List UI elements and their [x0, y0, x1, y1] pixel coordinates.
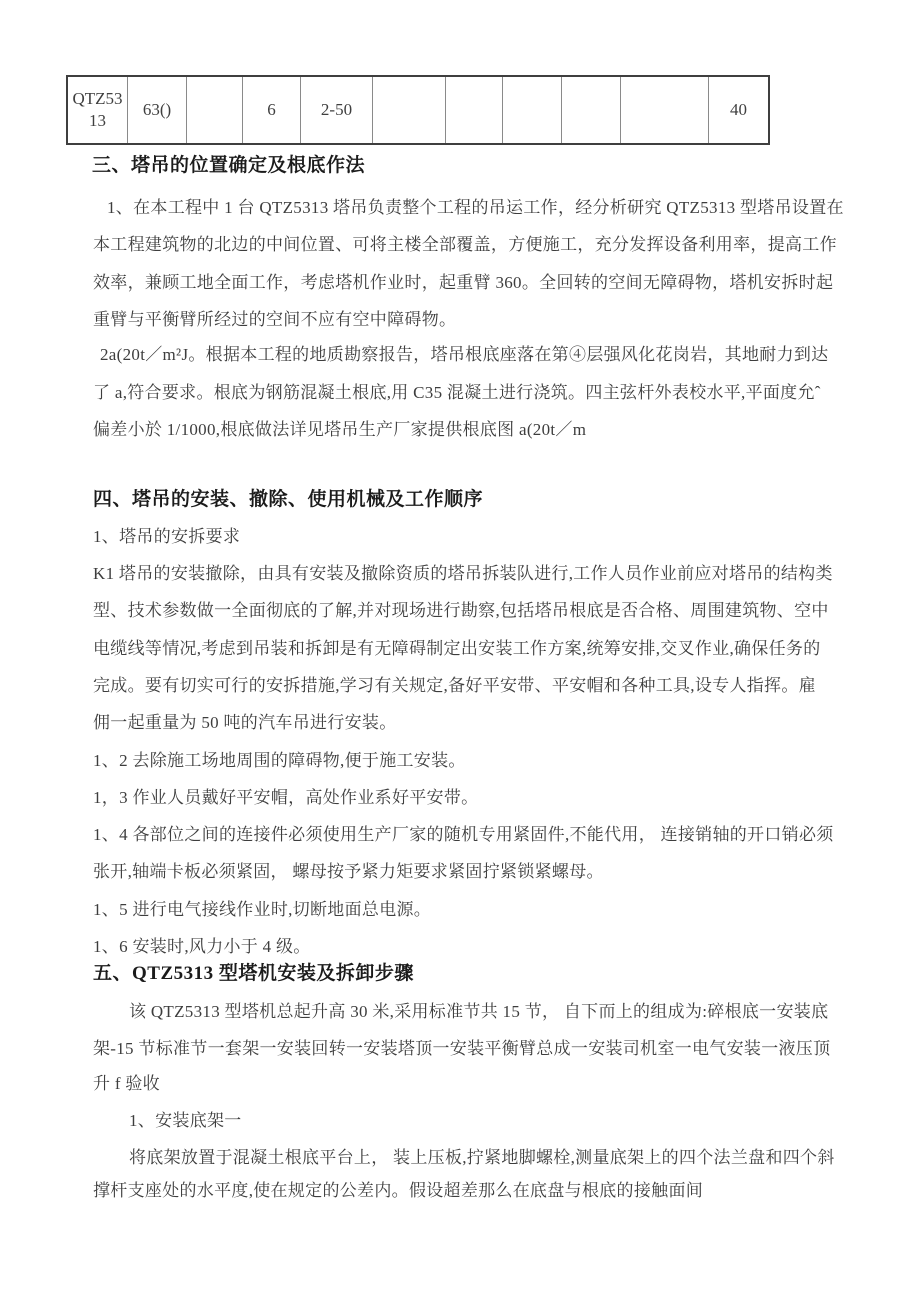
text-line: 电缆线等情况,考虑到吊装和拆卸是有无障碍制定出安装工作方案,统筹安排,交叉作业,确保任务的 [93, 639, 821, 658]
table-cell-7 [503, 77, 562, 143]
text-line: 张开,轴端卡板必须紧固， 螺母按予紧力矩要求紧固拧紧锁紧螺母。 [93, 862, 604, 881]
text-line: 效率，兼顾工地全面工作，考虑塔机作业时，起重臂 360。全回转的空间无障碍物，塔机安拆时起 [93, 273, 834, 292]
table-cell-8 [562, 77, 621, 143]
text-line: 1、4 各部位之间的连接件必须使用生产厂家的随机专用紧固件,不能代用， 连接销轴的开口销必须 [93, 825, 834, 844]
text-line: 撑杆支座处的水平度,使在规定的公差内。假设超差那么在底盘与根底的接触面间 [93, 1181, 704, 1200]
text-line: 偏差小於 1/1000,根底做法详见塔吊生产厂家提供根底图 a(20t／m [93, 420, 587, 439]
text-line: 升 f 验收 [93, 1074, 160, 1093]
table-cell-3: 6 [243, 77, 301, 143]
section-heading: 五、QTZ5313 型塔机安装及拆卸步骤 [93, 963, 414, 984]
text-line: 了 a,符合要求。根底为钢筋混凝土根底,用 C35 混凝土进行浇筑。四主弦杆外表校水平,平面度允ˆ [93, 383, 821, 402]
text-line: 重臂与平衡臂所经过的空间不应有空中障碍物。 [93, 310, 457, 329]
table-cell-4: 2-50 [301, 77, 373, 143]
table-cell-9 [621, 77, 709, 143]
text-line: 本工程建筑物的北边的中间位置、可将主楼全部覆盖，方便施工，充分发挥设备利用率，提高工作 [93, 235, 837, 254]
text-line: 1、6 安装时,风力小于 4 级。 [93, 937, 311, 956]
text-line: 1、2 去除施工场地周围的障碍物,便于施工安装。 [93, 751, 466, 770]
text-line: 佣一起重量为 50 吨的汽车吊进行安装。 [93, 713, 397, 732]
text-line: 2a(20t／m²J。根据本工程的地质勘察报告，塔吊根底座落在第④层强风化花岗岩，其地耐力到达 [100, 345, 829, 364]
table-cell-2 [187, 77, 243, 143]
text-line: 1、塔吊的安拆要求 [93, 527, 241, 546]
text-line: 将底架放置于混凝土根底平台上， 装上压板,拧紧地脚螺栓,测量底架上的四个法兰盘和四个斜 [129, 1148, 835, 1167]
table-cell-1: 63() [128, 77, 187, 143]
text-line: 型、技术参数做一全面彻底的了解,并对现场进行勘察,包括塔吊根底是否合格、周围建筑物、空中 [93, 601, 829, 620]
text-line: 架-15 节标准节一套架一安装回转一安装塔顶一安装平衡臂总成一安装司机室一电气安装一液压顶 [93, 1039, 831, 1058]
section-heading: 四、塔吊的安装、撤除、使用机械及工作顺序 [93, 489, 484, 510]
text-line: 1，3 作业人员戴好平安帽，高处作业系好平安带。 [93, 788, 479, 807]
section-heading: 三、塔吊的位置确定及根底作法 [92, 155, 366, 176]
table-cell-10: 40 [730, 100, 747, 119]
spec-table [66, 75, 770, 145]
table-cell-5 [373, 77, 446, 143]
text-line: 完成。要有切实可行的安拆措施,学习有关规定,备好平安带、平安帽和各种工具,设专人指挥。雇 [93, 676, 816, 695]
text-line: 1、5 进行电气接线作业时,切断地面总电源。 [93, 900, 432, 919]
table-cell-0: QTZ5313 [68, 77, 128, 143]
table-cell-6 [446, 77, 503, 143]
text-line: 1、在本工程中 1 台 QTZ5313 塔吊负责整个工程的吊运工作，经分析研究 QTZ5313 型塔吊设置在 [107, 198, 844, 217]
text-line: K1 塔吊的安装撤除，由具有安装及撤除资质的塔吊拆装队进行,工作人员作业前应对塔吊的结构类 [93, 564, 833, 583]
text-line: 该 QTZ5313 型塔机总起升高 30 米,采用标准节共 15 节， 自下而上的组成为:碎根底一安装底 [129, 1002, 829, 1021]
text-line: 1、安装底架一 [129, 1111, 242, 1130]
